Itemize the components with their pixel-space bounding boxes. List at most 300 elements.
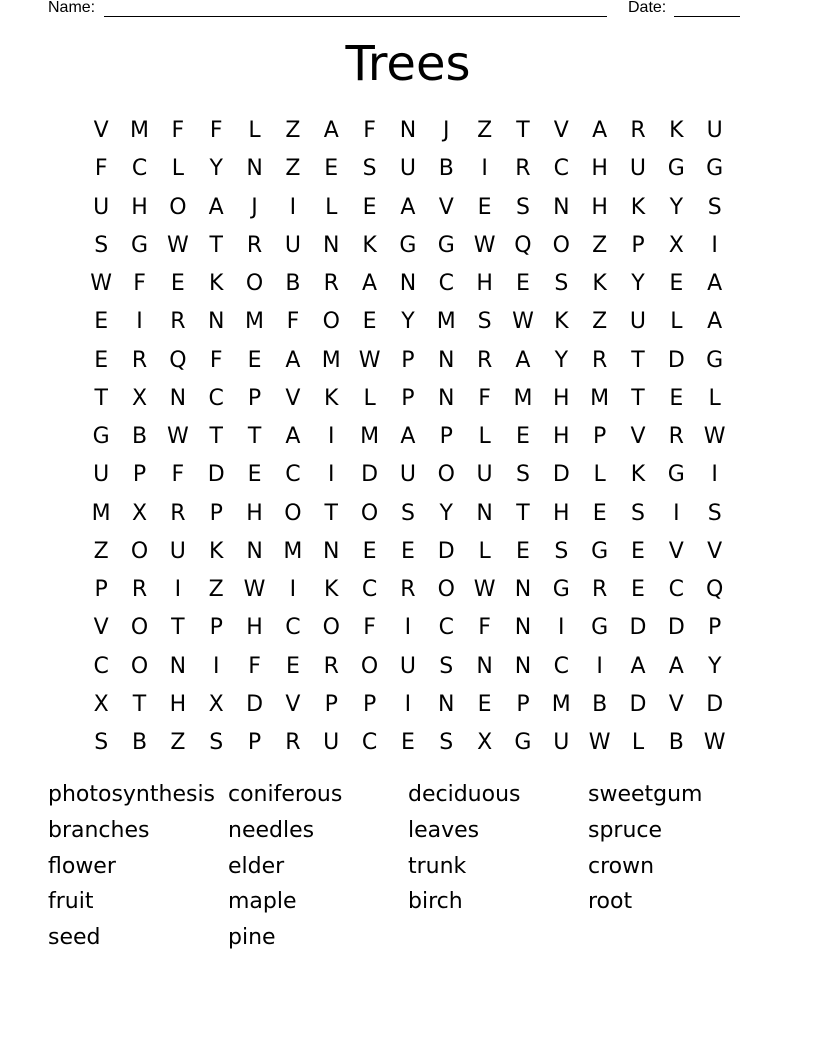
grid-letter[interactable]: P: [94, 577, 108, 602]
grid-letter[interactable]: E: [400, 538, 415, 564]
grid-letter[interactable]: G: [92, 424, 110, 449]
grid-letter[interactable]: L: [363, 385, 376, 411]
grid-letter[interactable]: K: [208, 538, 224, 564]
grid-letter[interactable]: Y: [707, 653, 722, 679]
grid-letter[interactable]: P: [439, 424, 453, 449]
grid-letter[interactable]: B: [438, 156, 454, 182]
grid-letter[interactable]: U: [399, 653, 416, 679]
grid-letter[interactable]: E: [400, 730, 415, 755]
grid-letter[interactable]: M: [130, 118, 149, 143]
grid-letter[interactable]: X: [93, 691, 109, 717]
grid-letter[interactable]: R: [515, 156, 531, 182]
grid-letter[interactable]: Y: [669, 194, 684, 220]
grid-letter[interactable]: V: [285, 385, 301, 411]
grid-letter[interactable]: K: [324, 577, 339, 602]
grid-letter[interactable]: E: [247, 462, 262, 488]
grid-letter[interactable]: P: [516, 691, 530, 717]
grid-letter[interactable]: N: [514, 653, 532, 679]
grid-letter[interactable]: F: [286, 309, 300, 335]
grid-letter[interactable]: M: [551, 691, 571, 717]
grid-letter[interactable]: W: [243, 577, 266, 602]
grid-letter[interactable]: I: [327, 462, 335, 488]
grid-letter[interactable]: U: [706, 118, 723, 143]
grid-letter[interactable]: T: [171, 615, 185, 641]
grid-letter[interactable]: R: [591, 347, 608, 373]
grid-letter[interactable]: C: [361, 577, 378, 602]
grid-letter[interactable]: T: [324, 500, 338, 526]
grid-letter[interactable]: B: [285, 271, 301, 296]
grid-letter[interactable]: E: [669, 385, 684, 411]
grid-letter[interactable]: Z: [477, 118, 493, 143]
grid-letter[interactable]: O: [245, 271, 264, 296]
grid-letter[interactable]: Z: [285, 118, 301, 143]
grid-letter[interactable]: G: [706, 156, 724, 182]
grid-letter[interactable]: U: [93, 462, 110, 488]
grid-letter[interactable]: O: [322, 309, 340, 335]
grid-letter[interactable]: G: [437, 232, 455, 258]
grid-letter[interactable]: N: [438, 691, 455, 717]
grid-letter[interactable]: Y: [439, 500, 453, 526]
grid-letter[interactable]: Y: [554, 347, 569, 373]
grid-letter[interactable]: I: [481, 156, 488, 182]
grid-letter[interactable]: W: [588, 730, 611, 755]
grid-letter[interactable]: O: [360, 500, 379, 526]
grid-letter[interactable]: V: [630, 424, 646, 449]
grid-letter[interactable]: C: [361, 730, 378, 755]
grid-letter[interactable]: T: [94, 385, 108, 411]
grid-letter[interactable]: N: [438, 385, 455, 411]
grid-letter[interactable]: S: [707, 500, 722, 526]
grid-letter[interactable]: G: [399, 232, 417, 258]
grid-letter[interactable]: I: [289, 577, 297, 602]
grid-letter[interactable]: W: [473, 577, 496, 602]
grid-letter[interactable]: H: [591, 194, 608, 220]
grid-letter[interactable]: V: [285, 691, 301, 717]
grid-letter[interactable]: E: [477, 194, 492, 220]
grid-letter[interactable]: Q: [514, 232, 532, 258]
grid-letter[interactable]: W: [512, 309, 534, 335]
grid-letter[interactable]: T: [247, 424, 262, 449]
grid-letter[interactable]: N: [323, 232, 340, 258]
grid-letter[interactable]: R: [630, 118, 646, 143]
grid-letter[interactable]: S: [439, 730, 454, 755]
grid-letter[interactable]: D: [207, 462, 225, 488]
grid-letter[interactable]: O: [130, 653, 149, 679]
grid-letter[interactable]: R: [668, 424, 684, 449]
grid-letter[interactable]: F: [133, 271, 146, 296]
grid-letter[interactable]: R: [170, 309, 186, 335]
grid-letter[interactable]: Z: [592, 232, 608, 258]
grid-letter[interactable]: O: [322, 615, 340, 641]
grid-letter[interactable]: E: [170, 271, 185, 296]
grid-letter[interactable]: D: [629, 615, 647, 641]
grid-letter[interactable]: R: [591, 577, 608, 602]
grid-letter[interactable]: U: [93, 194, 110, 220]
grid-letter[interactable]: S: [515, 194, 530, 220]
grid-letter[interactable]: U: [399, 156, 416, 182]
grid-letter[interactable]: K: [554, 309, 569, 335]
grid-letter[interactable]: M: [590, 385, 610, 411]
grid-letter[interactable]: L: [670, 309, 683, 335]
grid-row: [82, 495, 734, 533]
grid-letter[interactable]: R: [246, 232, 263, 258]
grid-letter[interactable]: L: [478, 538, 491, 564]
grid-letter[interactable]: I: [212, 653, 220, 679]
grid-letter[interactable]: S: [554, 271, 569, 296]
grid-letter[interactable]: O: [130, 615, 149, 641]
grid-letter[interactable]: Q: [169, 347, 187, 373]
grid-letter[interactable]: S: [707, 194, 722, 220]
grid-letter[interactable]: L: [631, 730, 645, 755]
grid-letter[interactable]: V: [707, 538, 723, 564]
grid-letter[interactable]: D: [667, 347, 685, 373]
grid-letter[interactable]: A: [668, 653, 684, 679]
grid-letter[interactable]: S: [515, 462, 530, 488]
grid-letter[interactable]: K: [592, 271, 607, 296]
grid-letter[interactable]: W: [166, 424, 189, 449]
grid-letter[interactable]: E: [631, 577, 645, 602]
grid-letter[interactable]: F: [478, 385, 491, 411]
grid-letter[interactable]: O: [437, 577, 455, 602]
grid-letter[interactable]: C: [553, 653, 569, 679]
grid-letter[interactable]: I: [596, 653, 603, 679]
grid-letter[interactable]: A: [362, 271, 378, 296]
grid-letter[interactable]: N: [476, 653, 493, 679]
grid-letter[interactable]: R: [285, 730, 301, 755]
grid-letter[interactable]: L: [593, 462, 606, 488]
grid-letter[interactable]: B: [592, 691, 608, 717]
grid-letter[interactable]: K: [324, 385, 339, 411]
grid-letter[interactable]: S: [400, 500, 415, 526]
grid-letter[interactable]: F: [171, 118, 185, 143]
grid-letter[interactable]: N: [323, 538, 340, 564]
grid-letter[interactable]: R: [323, 271, 339, 296]
grid-letter[interactable]: P: [401, 385, 415, 411]
grid-letter[interactable]: R: [131, 347, 148, 373]
grid-letter[interactable]: M: [91, 500, 111, 526]
grid-letter[interactable]: U: [284, 232, 301, 258]
grid-letter[interactable]: V: [93, 615, 109, 641]
grid-letter[interactable]: S: [94, 232, 109, 258]
grid-letter[interactable]: H: [553, 424, 570, 449]
grid-letter[interactable]: S: [94, 730, 109, 755]
grid-letter[interactable]: H: [131, 194, 148, 220]
grid-letter[interactable]: H: [169, 691, 187, 717]
grid-letter[interactable]: E: [362, 309, 377, 335]
grid-letter[interactable]: T: [631, 347, 645, 373]
grid-letter[interactable]: H: [246, 500, 263, 526]
grid-letter[interactable]: G: [706, 347, 724, 373]
grid-letter[interactable]: C: [285, 615, 301, 641]
grid-letter[interactable]: A: [323, 118, 339, 143]
grid-letter[interactable]: W: [90, 271, 113, 296]
grid-letter[interactable]: R: [131, 577, 148, 602]
grid-letter[interactable]: E: [516, 538, 530, 564]
grid-letter[interactable]: A: [592, 118, 608, 143]
grid-letter[interactable]: X: [208, 691, 224, 717]
grid-letter[interactable]: O: [169, 194, 187, 220]
grid-letter[interactable]: N: [514, 615, 532, 641]
grid-letter[interactable]: X: [668, 232, 684, 258]
grid-letter[interactable]: M: [321, 347, 341, 373]
grid-letter[interactable]: G: [514, 730, 532, 755]
grid-letter[interactable]: P: [209, 500, 223, 526]
grid-letter[interactable]: A: [285, 347, 301, 373]
grid-letter[interactable]: A: [707, 309, 723, 335]
grid-letter[interactable]: H: [476, 271, 493, 296]
grid-letter[interactable]: F: [363, 118, 376, 143]
grid-letter[interactable]: W: [703, 424, 726, 449]
grid-letter[interactable]: M: [360, 424, 380, 449]
grid-letter[interactable]: R: [400, 577, 416, 602]
grid-letter[interactable]: I: [404, 615, 412, 641]
grid-letter[interactable]: I: [673, 500, 680, 526]
grid-letter[interactable]: Z: [285, 156, 301, 182]
grid-letter[interactable]: A: [285, 424, 301, 449]
grid-letter[interactable]: E: [477, 691, 492, 717]
grid-letter[interactable]: F: [248, 653, 261, 679]
grid-letter[interactable]: T: [209, 424, 223, 449]
word-bank-item: flower: [48, 853, 116, 879]
grid-letter[interactable]: B: [668, 730, 684, 755]
grid-letter[interactable]: E: [362, 194, 377, 220]
grid-letter[interactable]: K: [208, 271, 224, 296]
grid-letter[interactable]: D: [706, 691, 724, 717]
grid-letter[interactable]: Z: [93, 538, 109, 564]
grid-letter[interactable]: U: [553, 730, 570, 755]
grid-letter[interactable]: E: [285, 653, 300, 679]
grid-letter[interactable]: P: [401, 347, 415, 373]
grid-letter[interactable]: H: [553, 385, 570, 411]
grid-row: [82, 686, 734, 724]
grid-letter[interactable]: S: [209, 730, 224, 755]
grid-letter[interactable]: X: [131, 500, 148, 526]
grid-letter[interactable]: F: [209, 347, 223, 373]
grid-letter[interactable]: W: [166, 232, 189, 258]
grid-letter[interactable]: E: [669, 271, 684, 296]
grid-letter[interactable]: I: [711, 232, 718, 258]
grid-letter[interactable]: K: [362, 232, 377, 258]
grid-letter[interactable]: E: [362, 538, 377, 564]
grid-letter[interactable]: G: [130, 232, 149, 258]
grid-letter[interactable]: N: [169, 653, 187, 679]
grid-letter[interactable]: N: [246, 538, 263, 564]
grid-letter[interactable]: F: [209, 118, 223, 143]
grid-letter[interactable]: M: [245, 309, 265, 335]
grid-letter[interactable]: E: [94, 309, 109, 335]
grid-letter[interactable]: L: [708, 385, 721, 411]
grid-letter[interactable]: G: [667, 462, 685, 488]
grid-letter[interactable]: B: [131, 424, 148, 449]
word-bank-row: [48, 778, 768, 814]
grid-letter[interactable]: Y: [401, 309, 415, 335]
grid-letter[interactable]: S: [439, 653, 454, 679]
grid-letter[interactable]: N: [207, 309, 225, 335]
grid-letter[interactable]: R: [170, 500, 186, 526]
grid-letter[interactable]: N: [476, 500, 493, 526]
grid-letter[interactable]: U: [629, 309, 647, 335]
word-bank: [48, 778, 768, 957]
word-bank-item: seed: [48, 925, 101, 950]
grid-letter[interactable]: L: [325, 194, 338, 220]
grid-letter[interactable]: F: [171, 462, 185, 488]
grid-letter[interactable]: G: [552, 577, 570, 602]
grid-letter[interactable]: E: [631, 538, 645, 564]
grid-letter[interactable]: P: [132, 462, 147, 488]
grid-letter[interactable]: I: [174, 577, 182, 602]
grid-letter[interactable]: G: [591, 538, 609, 564]
grid-letter[interactable]: N: [169, 385, 187, 411]
grid-letter[interactable]: F: [363, 615, 376, 641]
grid-row: [82, 609, 734, 647]
grid-letter[interactable]: J: [251, 194, 258, 220]
grid-letter[interactable]: O: [360, 653, 379, 679]
grid-letter[interactable]: N: [399, 118, 417, 143]
grid-letter[interactable]: V: [668, 691, 684, 717]
grid-row: [82, 342, 734, 380]
grid-letter[interactable]: R: [476, 347, 493, 373]
grid-letter[interactable]: Q: [706, 577, 724, 602]
grid-letter[interactable]: I: [558, 615, 565, 641]
grid-letter[interactable]: E: [592, 500, 607, 526]
grid-letter[interactable]: V: [553, 118, 569, 143]
grid-letter[interactable]: U: [169, 538, 186, 564]
grid-letter[interactable]: H: [591, 156, 608, 182]
grid-letter[interactable]: D: [629, 691, 647, 717]
grid-letter[interactable]: T: [516, 500, 530, 526]
grid-letter[interactable]: A: [208, 194, 224, 220]
grid-letter[interactable]: T: [132, 691, 147, 717]
grid-letter[interactable]: N: [553, 194, 570, 220]
grid-letter[interactable]: E: [516, 424, 530, 449]
grid-letter[interactable]: G: [591, 615, 609, 641]
grid-letter[interactable]: O: [437, 462, 455, 488]
grid-letter[interactable]: C: [285, 462, 301, 488]
grid-letter[interactable]: C: [553, 156, 569, 182]
grid-letter[interactable]: P: [593, 424, 607, 449]
grid-letter[interactable]: D: [437, 538, 455, 564]
grid-letter[interactable]: Y: [631, 271, 645, 296]
grid-letter[interactable]: C: [668, 577, 685, 602]
grid-letter[interactable]: M: [283, 538, 303, 564]
grid-letter[interactable]: I: [711, 462, 718, 488]
grid-letter[interactable]: Z: [170, 730, 186, 755]
grid-letter[interactable]: N: [514, 577, 532, 602]
grid-letter[interactable]: W: [358, 347, 381, 373]
word-bank-row: [48, 850, 768, 886]
grid-letter[interactable]: N: [399, 271, 417, 296]
grid-letter[interactable]: P: [247, 385, 262, 411]
grid-letter[interactable]: Y: [209, 156, 223, 182]
grid-letter[interactable]: U: [476, 462, 493, 488]
grid-letter[interactable]: P: [708, 615, 722, 641]
grid-letter[interactable]: I: [136, 309, 143, 335]
grid-letter[interactable]: V: [93, 118, 109, 143]
grid-row: [82, 265, 734, 303]
grid-letter[interactable]: F: [94, 156, 108, 182]
grid-letter[interactable]: I: [289, 194, 297, 220]
grid-letter[interactable]: E: [247, 347, 262, 373]
grid-letter[interactable]: P: [247, 730, 262, 755]
grid-letter[interactable]: A: [515, 347, 531, 373]
grid-letter[interactable]: H: [553, 500, 570, 526]
grid-letter[interactable]: C: [131, 156, 148, 182]
grid-letter[interactable]: A: [400, 424, 416, 449]
grid-letter[interactable]: A: [630, 653, 646, 679]
grid-letter[interactable]: F: [478, 615, 491, 641]
grid-letter[interactable]: U: [323, 730, 340, 755]
grid-letter[interactable]: D: [552, 462, 570, 488]
grid-letter[interactable]: S: [362, 156, 377, 182]
grid-letter[interactable]: G: [667, 156, 685, 182]
grid-letter[interactable]: Z: [592, 309, 608, 335]
grid-letter[interactable]: P: [324, 691, 338, 717]
grid-letter[interactable]: O: [552, 232, 570, 258]
grid-letter[interactable]: X: [477, 730, 493, 755]
grid-letter[interactable]: A: [400, 194, 416, 220]
grid-letter[interactable]: M: [513, 385, 533, 411]
grid-letter[interactable]: L: [478, 424, 491, 449]
grid-letter[interactable]: K: [669, 118, 684, 143]
grid-letter[interactable]: L: [248, 118, 261, 143]
grid-letter[interactable]: V: [668, 538, 684, 564]
grid-letter[interactable]: V: [438, 194, 454, 220]
grid-letter[interactable]: C: [438, 271, 454, 296]
grid-letter[interactable]: E: [94, 347, 109, 373]
grid-letter[interactable]: Z: [208, 577, 224, 602]
grid-letter[interactable]: O: [284, 500, 302, 526]
grid-letter[interactable]: T: [516, 118, 530, 143]
grid-letter[interactable]: P: [631, 232, 645, 258]
grid-letter[interactable]: P: [209, 615, 223, 641]
grid-letter[interactable]: K: [630, 194, 646, 220]
grid-letter[interactable]: N: [438, 347, 455, 373]
grid-letter[interactable]: B: [131, 730, 148, 755]
grid-letter[interactable]: S: [631, 500, 645, 526]
grid-letter[interactable]: H: [246, 615, 263, 641]
grid-letter[interactable]: P: [362, 691, 377, 717]
grid-letter[interactable]: S: [477, 309, 492, 335]
grid-letter[interactable]: T: [209, 232, 223, 258]
grid-letter[interactable]: C: [438, 615, 454, 641]
grid-letter[interactable]: D: [246, 691, 264, 717]
grid-letter[interactable]: C: [208, 385, 224, 411]
grid-letter[interactable]: I: [327, 424, 335, 449]
grid-letter[interactable]: I: [404, 691, 412, 717]
grid-letter[interactable]: R: [323, 653, 339, 679]
grid-letter[interactable]: X: [131, 385, 148, 411]
grid-letter[interactable]: D: [667, 615, 685, 641]
grid-row: [82, 303, 734, 341]
grid-letter[interactable]: W: [473, 232, 496, 258]
grid-letter[interactable]: M: [436, 309, 456, 335]
grid-letter[interactable]: T: [631, 385, 645, 411]
grid-letter[interactable]: U: [629, 156, 647, 182]
grid-letter[interactable]: J: [443, 118, 450, 143]
grid-letter[interactable]: D: [361, 462, 379, 488]
grid-letter[interactable]: K: [630, 462, 646, 488]
grid-letter[interactable]: L: [171, 156, 184, 182]
grid-letter[interactable]: N: [246, 156, 263, 182]
grid-letter[interactable]: C: [93, 653, 109, 679]
grid-letter[interactable]: W: [703, 730, 726, 755]
grid-letter[interactable]: E: [516, 271, 530, 296]
grid-letter[interactable]: O: [130, 538, 149, 564]
grid-letter[interactable]: E: [324, 156, 339, 182]
grid-letter[interactable]: S: [554, 538, 569, 564]
grid-letter[interactable]: U: [399, 462, 416, 488]
grid-letter[interactable]: A: [707, 271, 723, 296]
